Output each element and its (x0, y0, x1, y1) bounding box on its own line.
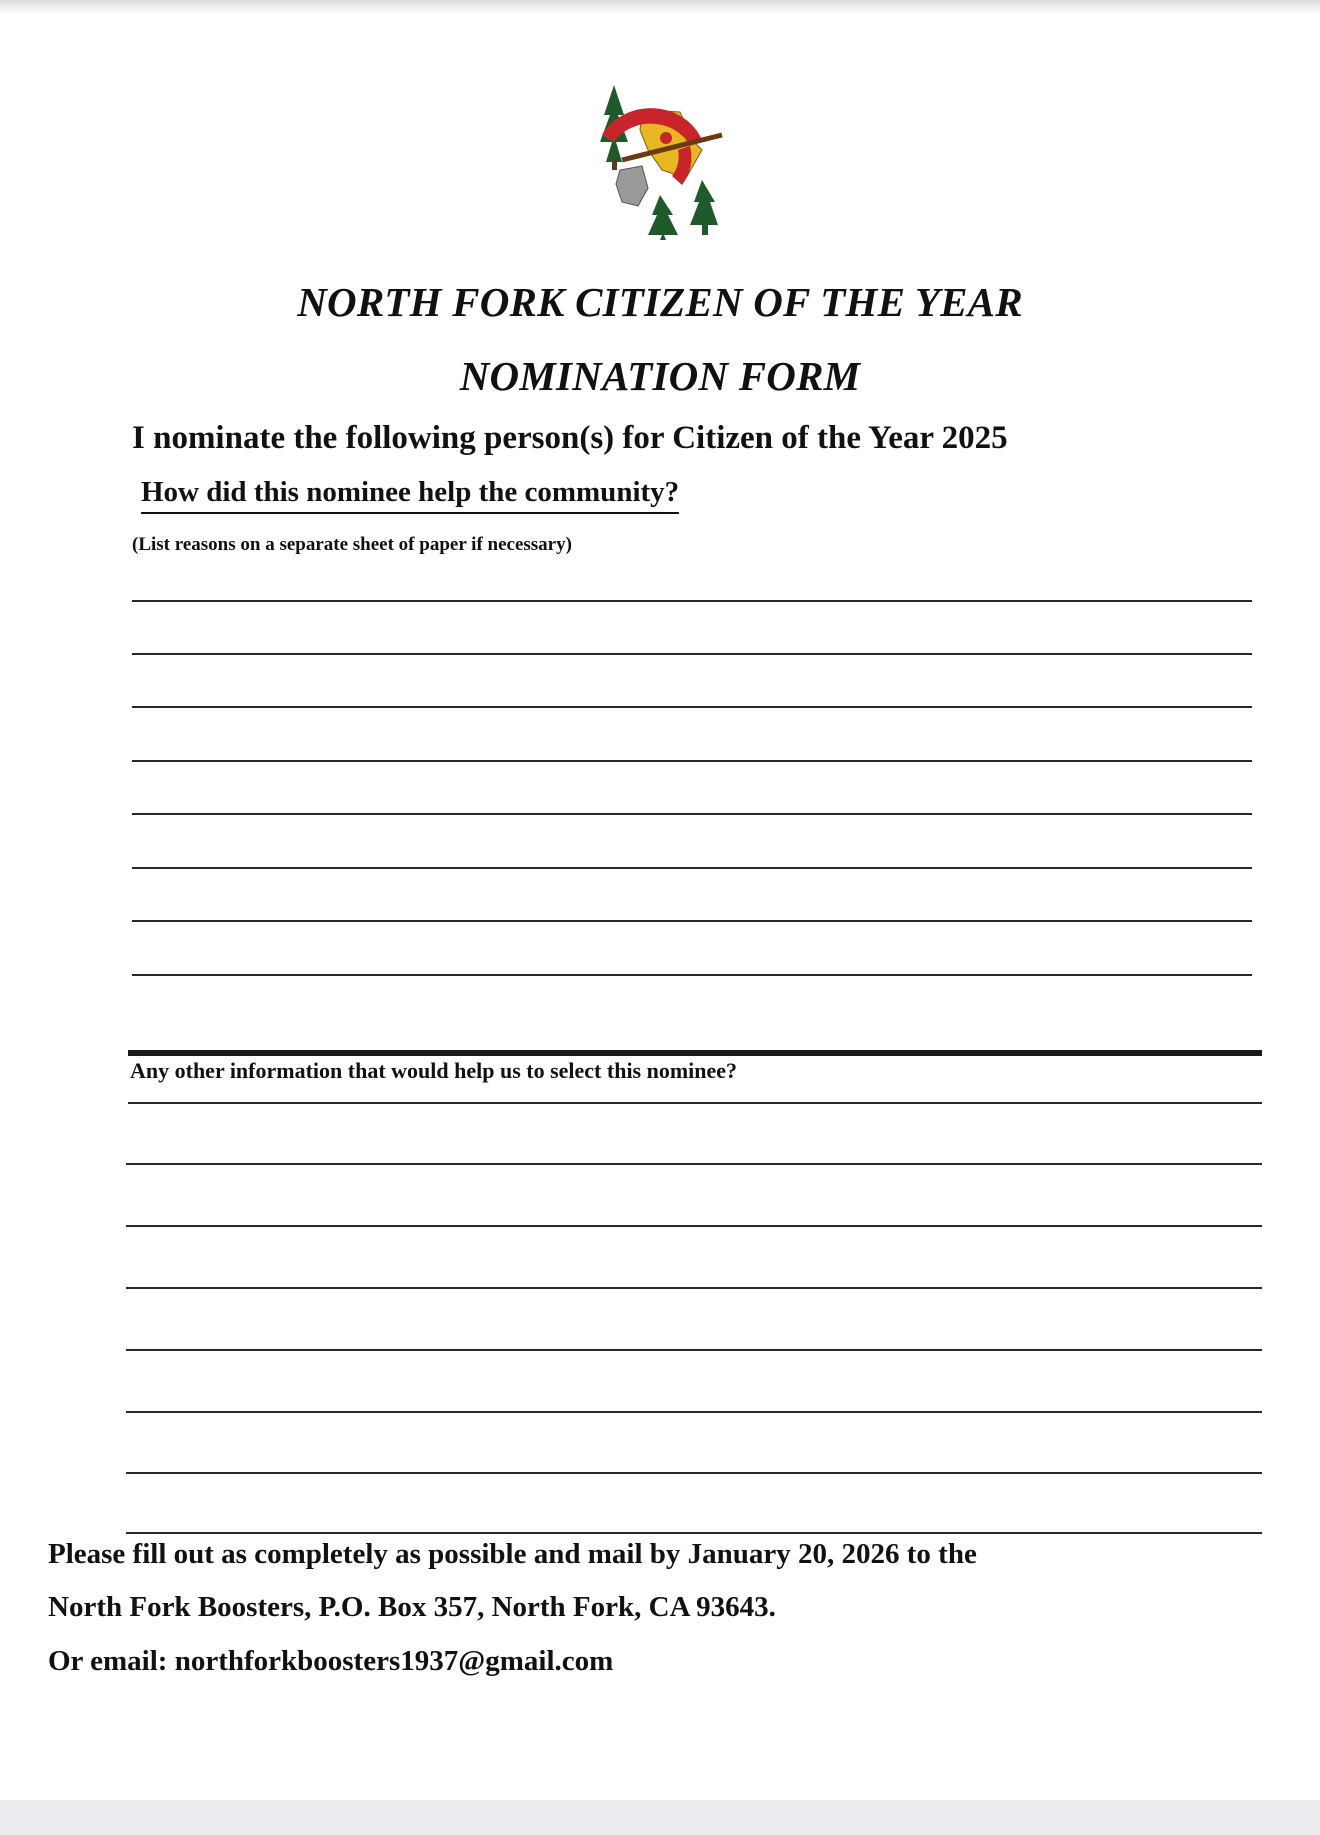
reason-line-5[interactable] (132, 813, 1252, 815)
other-line-2[interactable] (126, 1163, 1262, 1165)
nominate-statement: I nominate the following person(s) for Citizen of the Year 2025 (132, 420, 1008, 456)
other-line-7[interactable] (126, 1472, 1262, 1474)
reason-line-2[interactable] (132, 653, 1252, 655)
reason-line-4[interactable] (132, 760, 1252, 762)
reason-line-3[interactable] (132, 706, 1252, 708)
other-line-6[interactable] (126, 1411, 1262, 1413)
other-information-prompt: Any other information that would help us to select this nominee? (130, 1058, 738, 1083)
other-line-8[interactable] (126, 1532, 1262, 1534)
section-divider (128, 1050, 1262, 1056)
mailing-address: North Fork Boosters, P.O. Box 357, North Fork, CA 93643. (48, 1591, 776, 1623)
north-fork-boosters-logo-icon (582, 80, 732, 245)
other-line-5[interactable] (126, 1349, 1262, 1351)
email-contact: Or email: northforkboosters1937@gmail.com (48, 1645, 614, 1677)
other-line-4[interactable] (126, 1287, 1262, 1289)
reason-line-6[interactable] (132, 867, 1252, 869)
reason-line-1[interactable] (132, 600, 1252, 602)
top-shadow (0, 0, 1320, 14)
other-line-3[interactable] (126, 1225, 1262, 1227)
mail-instructions: Please fill out as completely as possible and mail by January 20, 2026 to the (48, 1538, 977, 1570)
reason-line-8[interactable] (132, 974, 1252, 976)
community-help-question: How did this nominee help the community? (141, 476, 679, 514)
bottom-bar (0, 1803, 1320, 1835)
form-title-line2: NOMINATION FORM (459, 353, 861, 399)
other-line-1[interactable] (128, 1102, 1262, 1104)
form-title-line1: NORTH FORK CITIZEN OF THE YEAR (297, 279, 1023, 325)
reason-line-7[interactable] (132, 920, 1252, 922)
separate-sheet-note: (List reasons on a separate sheet of paper if necessary) (132, 534, 572, 555)
